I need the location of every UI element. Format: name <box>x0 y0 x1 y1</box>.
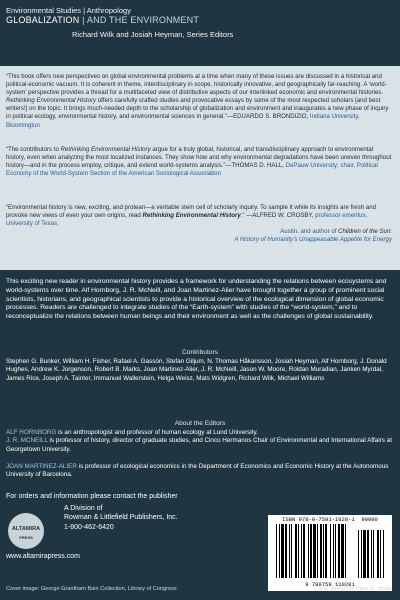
quote-affiliation: Indiana University, Bloomington <box>6 113 360 129</box>
contributors-heading: Contributors <box>182 349 218 356</box>
endorsement-quote <box>6 204 392 228</box>
editor-text: is professor of history, director of graduate studies, and Cinco Hermanos Chair of Environmental and International Affairs at Georgetown University. <box>6 437 392 453</box>
quote-author-book-subtitle <box>92 236 392 244</box>
quote-book-title: Rethinking Environmental History <box>142 212 241 220</box>
quote-attribution: —THOMAS D. HALL, <box>225 162 284 170</box>
editor-name: JOAN MARTINEZ-ALIER <box>6 463 77 470</box>
quote-text: offers carefully crafted studies and provocative essays by some of the most respected scholars [and best writers!] on the topic. It brings much-needed depth to the scholarship of globalization and environment and inaugurates a new phase of inquiry in political ecology, environmental history, and environmental sciences in general.” <box>6 97 389 121</box>
quote-text: “This book offers new perspectives on global environmental problems at a time when many of these issues are discussed in a historical and political-economic vacuum. It is coherent in theme, interdisciplinary in scope, historically innovative, and geographically far-reaching. A ‘world-system’ perspective provides a thread for a multifaceted view of distributive aspects of our interlinked economic and environmental histories. <box>6 73 387 97</box>
publisher-block <box>64 504 178 532</box>
quote-attribution: —EDUARDO S. BRONDIZIO, <box>226 113 309 121</box>
book-description: This exciting new reader in environmental history provides a framework for understanding the relations between ecosystems and world-systems over time. Alf Hornborg, J. R. McNeill, and Joan Martinez-Alier have brought together a group of prominent social scientists, historians, and geographical scientists to provide a historical overview of the ecological dimension of global economic processes. Readers are challenged to integrate studies of the “Earth-system” with studies of the “world-system,” and to reconceptualize the relations between human beings and their environment as well as the challenges of global sustainability. <box>6 278 387 321</box>
quote-text: argue for a truly global, historical, and transdisciplinary approach to environmental history, even when analyzing the most localized instances. They show how and why environmental degradations have been uneven throughout history—and in the process employ, critique, and extend world-systems analysis.” <box>6 146 392 170</box>
quote-text: “Environmental history is new, exciting, and protean—a veritable stem cell of scholarly inquiry. To sample it while its insights are fresh and provoke new views of even your own origins, read <box>6 204 376 220</box>
price-addon: 90000 <box>361 516 378 523</box>
endorsement-quote <box>6 73 392 130</box>
series-title <box>6 15 394 26</box>
barcode-bars <box>274 524 386 580</box>
editor-text: is an anthropologist and professor of human ecology at Lund University. <box>56 429 258 436</box>
quote-affiliation-line <box>92 228 392 236</box>
ean-number: 9 780759 110281 <box>305 581 355 588</box>
quote-affiliation: DePauw University; chair, Political Economy of the World-System Section of the American Sociological Association <box>6 162 378 178</box>
ordering-heading: For orders and information please contact the publisher <box>6 493 178 500</box>
quote-author-book: Children of the Sun: <box>338 228 392 235</box>
quote-book-title: Rethinking Environmental History <box>60 146 151 153</box>
cover-image-credit: Cover image: George Grantham Bain Collection, Library of Congress <box>6 586 177 592</box>
quote-affiliation: professor emeritus, University of Texas, <box>6 212 368 228</box>
logo-text: ALTAMIRA <box>11 526 41 532</box>
editor-name: J. R. MCNEILL <box>6 437 48 445</box>
quote-affiliation: Austin, and author of <box>280 228 339 235</box>
series-editors: Richard Wilk and Josiah Heyman, Series Editors <box>72 30 234 39</box>
series-title-separator: | <box>82 15 85 25</box>
publisher-url[interactable]: www.altamirapress.com <box>6 553 80 560</box>
endorsements-panel <box>0 66 400 270</box>
altamira-logo <box>8 513 44 549</box>
series-label: Environmental Studies | Anthropology <box>6 6 131 15</box>
contributors-list: Stephen G. Bunker, William H. Fisher, Rafael A. Gassón, Stefan Giljum, N. Thomas Håkansson, Josiah Heyman, Alf Hornborg, J. Donald Hughes, Andrew K. Jorgenson, Robert B. Marks, Joan Martinez-Alier, J. R. McNeill, Jason W. Moore, Roldan Muradian, Janken Myrdal, James Rice, Joseph A. Tainter, Immanuel Wallerstein, Helga Weisz, Mats Widgren, Richard Wilk, Michael Williams <box>6 358 387 382</box>
publisher-phone: 1-800-462-6420 <box>64 523 114 531</box>
endorsement-quote <box>6 146 392 178</box>
editor-bio <box>6 463 392 480</box>
editors-heading: About the Editors <box>174 420 226 427</box>
isbn-number: ISBN 978-0-7591-1028-1 <box>282 516 355 523</box>
quote-text: .” <box>240 212 245 220</box>
cover-design-credit: Cover design by Piper E. Wallis <box>313 586 392 592</box>
isbn-label <box>270 516 390 523</box>
series-title-left: GLOBALIZATION <box>6 15 80 25</box>
logo-subtext: PRESS <box>19 535 33 540</box>
quote-author-book: A History of Humanity’s Unappeasable Appetite for Energy <box>234 236 392 243</box>
publisher-name: Rowman & Littlefield Publishers, Inc. <box>64 514 178 522</box>
quote-book-title: Rethinking Environmental History <box>6 97 97 105</box>
isbn-barcode <box>268 515 392 591</box>
editor-text: is professor of ecological economics in the Department of Economics and Economic History at the Autonomous University of Barcelona. <box>6 463 389 479</box>
editor-name: ALF HORNBORG <box>6 429 57 436</box>
editor-bio <box>6 429 392 454</box>
series-title-right: AND THE ENVIRONMENT <box>86 15 200 25</box>
publisher-division: A Division of <box>64 505 103 512</box>
quote-text: “The contributors to <box>6 146 61 153</box>
quote-attribution: —ALFRED W. CROSBY, <box>246 212 314 220</box>
